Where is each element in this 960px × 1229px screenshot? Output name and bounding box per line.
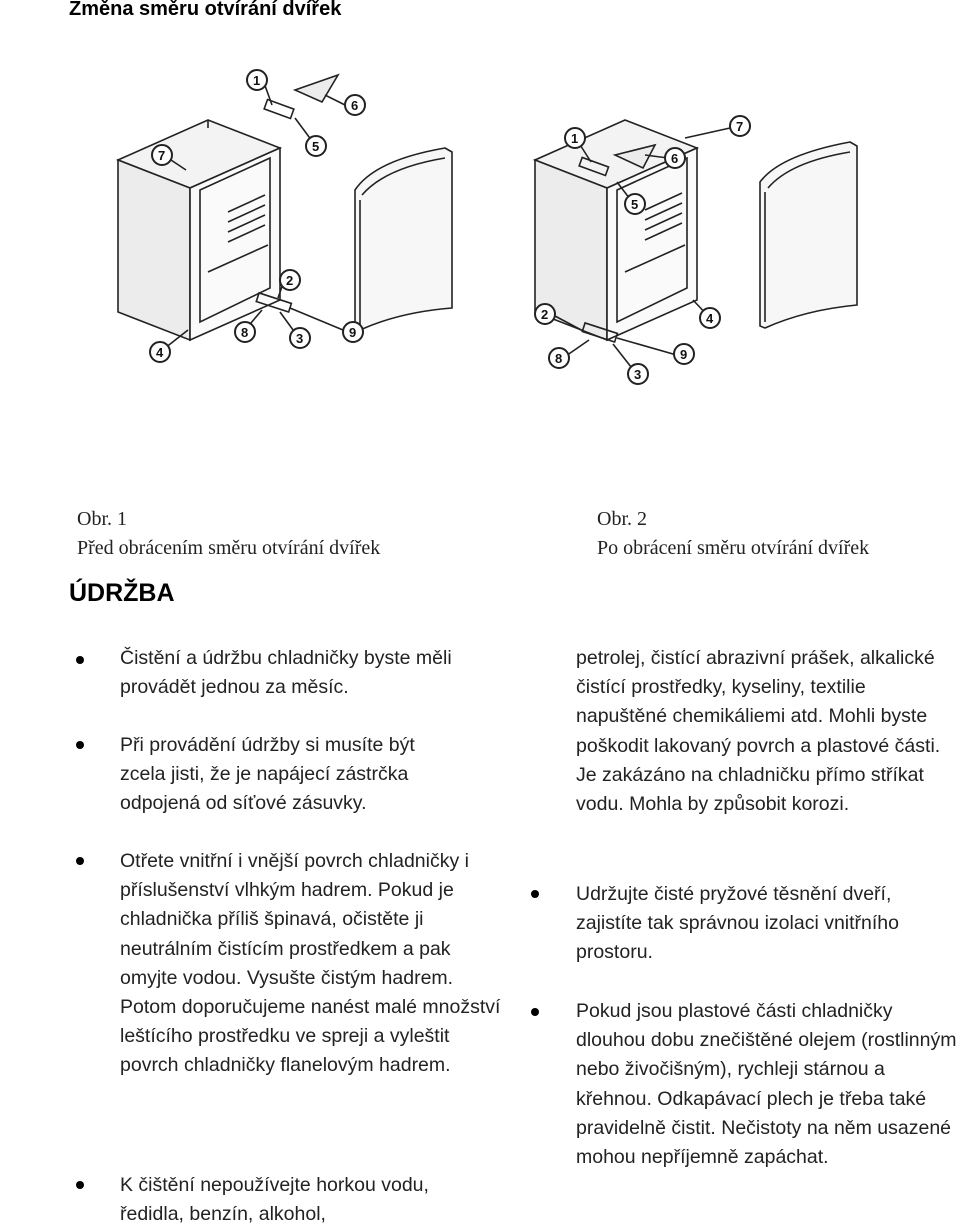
continuation-text: petrolej, čistící abrazivní prášek, alkalické čistící prostředky, kyseliny, textilie napuštěné chemikáliemi atd. Mohli byste poškodit lakovaný povrch a plastové části. Je zakázáno na chladničku přímo stříkat vodu. Mohla by způsobit korozi. [576,647,941,816]
figure-2-number: Obr. 2 [597,508,647,530]
callout-2: 2 [286,273,294,288]
callout-4: 4 [156,345,164,360]
bullet-dot [76,656,84,664]
bullet-text: Čistění a údržbu chladničky byste měli provádět jednou za měsíc. [120,647,452,699]
callout-1: 1 [571,131,579,146]
figure-2-diagram [525,100,945,390]
callout-9: 9 [349,325,357,340]
bullet-dot [531,1008,539,1016]
callout-2: 2 [541,307,549,322]
callout-9: 9 [680,347,688,362]
callout-5: 5 [312,139,320,154]
figure-1-number: Obr. 1 [77,508,127,530]
figure-1-text: Před obrácením směru otvírání dvířek [77,537,381,559]
figure-2-text: Po obrácení směru otvírání dvířek [597,537,870,559]
callout-3: 3 [296,331,304,346]
bullet-text: Otřete vnitřní i vnější povrch chladničky i příslušenství vlhkým hadrem. Pokud je chladnička příliš špinavá, očistěte ji neutrálním čistícím prostředkem a pak omyjte vodou. Vysušte čistým hadrem. Potom doporučujeme nanést malé množství leštícího prostředku ve spreji a vyleštit povrch chladničky flanelovým hadrem. [120,850,501,1077]
callout-8: 8 [241,325,249,340]
callout-3: 3 [634,367,642,382]
section-heading: ÚDRŽBA [69,579,175,607]
bullet-dot [531,890,539,898]
bullet-dot [76,741,84,749]
bullet-text: Pokud jsou plastové části chladničky dlouhou dobu znečištěné olejem (rostlinným nebo živočišným), rychleji stárnou a křehnou. Odkapávací plech je třeba také pravidelně čistit. Nečistoty na něm usazené mohou nepříjemně zapáchat. [576,1000,957,1169]
bullet-text: K čištění nepoužívejte horkou vodu, ředidla, benzín, alkohol, [120,1174,429,1226]
callout-6: 6 [351,98,359,113]
bullet-dot [76,1181,84,1189]
callout-5: 5 [631,197,639,212]
figure-2-caption [597,505,869,563]
figure-1-caption [77,505,380,563]
callout-7: 7 [158,148,166,163]
figure-1-diagram [100,40,480,380]
bullet-text: Při provádění údržby si musíte být zcela jisti, že je napájecí zástrčka odpojená od síťové zásuvky. [120,734,415,815]
page-title: Změna směru otvírání dvířek [69,0,342,20]
bullet-text: Udržujte čisté pryžové těsnění dveří, zajistíte tak správnou izolaci vnitřního prostoru. [576,883,899,964]
callout-8: 8 [555,351,563,366]
callout-1: 1 [253,73,261,88]
callout-7: 7 [736,119,744,134]
callout-6: 6 [671,151,679,166]
bullet-dot [76,857,84,865]
callout-4: 4 [706,311,714,326]
